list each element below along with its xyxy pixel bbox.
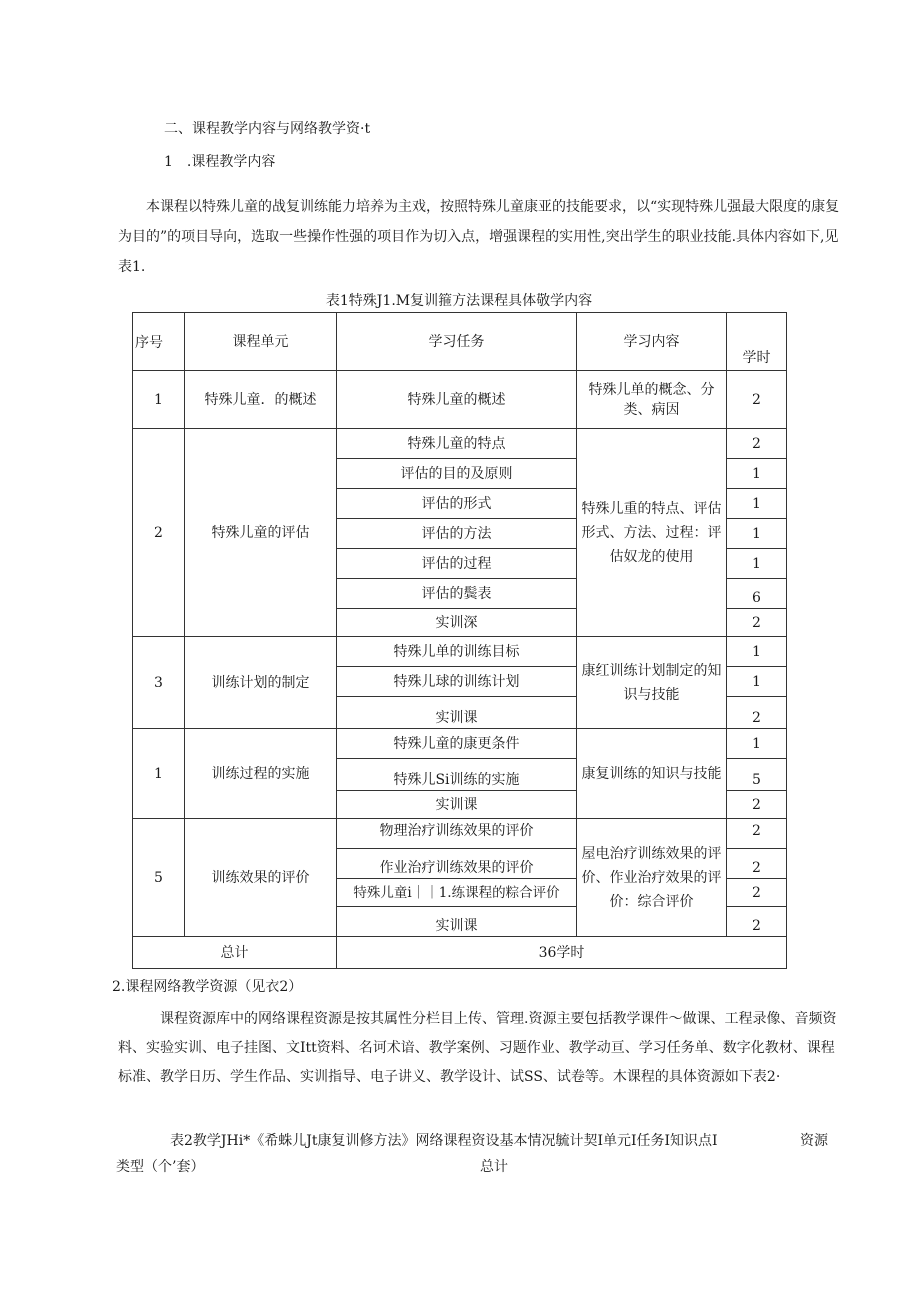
- task-cell: 实训课: [337, 791, 577, 819]
- table2-caption-block: [118, 1128, 842, 1180]
- hours-cell: 2: [727, 371, 787, 429]
- hours-cell: 5: [727, 759, 787, 791]
- table-row: [133, 729, 787, 759]
- unit-name: 训练过程的实施: [185, 729, 337, 819]
- header-no: 序号: [133, 313, 185, 371]
- unit-number: 3: [133, 637, 185, 729]
- header-unit: 课程单元: [185, 313, 337, 371]
- subsection-heading: 1 .课程教学内容: [164, 154, 276, 170]
- total-value: 36学时: [337, 937, 787, 969]
- content-cell: 康红训练计划制定的知识与技能: [577, 637, 727, 729]
- task-cell: 评估的目的及原则: [337, 459, 577, 489]
- task-cell: 特殊儿童的特点: [337, 429, 577, 459]
- intro-paragraph: 本课程以特殊儿童的战复训练能力培养为主戏，按照特殊儿童康亚的技能要求，以“实现特殊儿强最大限度的康复为目的”的项目导向，选取一些操作性强的项目作为切入点，增强课程的实用性,突出学生的职业技能.具体内容如下,见表1.: [118, 199, 840, 275]
- content-cell: 特殊儿单的概念、分类、病因: [577, 371, 727, 429]
- unit-number: 1: [133, 371, 185, 429]
- total-label: 总计: [133, 937, 337, 969]
- task-cell: 评估的形式: [337, 489, 577, 519]
- table2-col-type: 类型（个’套）: [116, 1159, 205, 1175]
- task-cell: 特殊儿球的训练计划: [337, 667, 577, 697]
- unit-name: 训练计划的制定: [185, 637, 337, 729]
- content-cell: 康复训练的知识与技能: [577, 729, 727, 819]
- unit-name: 训练效果的评价: [185, 819, 337, 937]
- course-content-table: [132, 312, 787, 969]
- hours-cell: 1: [727, 489, 787, 519]
- table-header-row: [133, 313, 787, 371]
- hours-cell: 2: [727, 819, 787, 849]
- table-row: [133, 819, 787, 849]
- hours-cell: 1: [727, 519, 787, 549]
- task-cell: 特殊儿童i｜｜1.练课程的粽合评价: [337, 879, 577, 907]
- task-cell: 特殊儿童的概述: [337, 371, 577, 429]
- hours-cell: 1: [727, 549, 787, 579]
- unit-name: 特殊儿童．的概述: [185, 371, 337, 429]
- hours-cell: 1: [727, 459, 787, 489]
- task-cell: 作业治疗训练效果的评价: [337, 849, 577, 879]
- task-cell: 物理治疗训练效果的评价: [337, 819, 577, 849]
- hours-cell: 1: [727, 637, 787, 667]
- table-row: [133, 371, 787, 429]
- task-cell: 评估的方法: [337, 519, 577, 549]
- header-content: 学习内容: [577, 313, 727, 371]
- header-task: 学习任务: [337, 313, 577, 371]
- table1-caption: 表1特殊J1.M复训箍方法课程具体敬学内容: [325, 293, 593, 309]
- hours-cell: 2: [727, 697, 787, 729]
- hours-cell: 2: [727, 791, 787, 819]
- hours-cell: 6: [727, 579, 787, 609]
- task-cell: 评估的过程: [337, 549, 577, 579]
- task-cell: 实训课: [337, 907, 577, 937]
- hours-cell: 2: [727, 879, 787, 907]
- content-cell: 屋电治疗训练效果的评价、作业治疗效果的评价：综合评价: [577, 819, 727, 937]
- hours-cell: 2: [727, 429, 787, 459]
- hours-cell: 1: [727, 667, 787, 697]
- task-cell: 特殊儿单的训练目标: [337, 637, 577, 667]
- table2-col-total: 总计: [480, 1159, 508, 1175]
- hours-cell: 2: [727, 907, 787, 937]
- hours-cell: 2: [727, 609, 787, 637]
- table-row: [133, 637, 787, 667]
- table2-col-resource: 资源: [800, 1133, 828, 1149]
- unit-number: 2: [133, 429, 185, 637]
- header-hours: 学时: [727, 313, 787, 371]
- table-total-row: [133, 937, 787, 969]
- section-heading: 二、课程教学内容与网络教学资·t: [164, 121, 371, 137]
- table-row: [133, 429, 787, 459]
- task-cell: 评估的鬓表: [337, 579, 577, 609]
- task-cell: 实训课: [337, 697, 577, 729]
- section2-title: 2.课程网络教学资源（见衣2）: [112, 979, 303, 995]
- table2-caption: 表2教学JHi*《希蛛儿Jt康复训修方法》网络课程资设基本情况毓计契I单元I任务I知识点I: [170, 1133, 718, 1149]
- unit-name: 特殊儿童的评估: [185, 429, 337, 637]
- unit-number: 1: [133, 729, 185, 819]
- task-cell: 实训深: [337, 609, 577, 637]
- hours-cell: 1: [727, 729, 787, 759]
- content-cell: 特殊儿重的特点、评估形式、方法、过程：评估奴龙的使用: [577, 429, 727, 637]
- task-cell: 特殊儿Si训练的实施: [337, 759, 577, 791]
- task-cell: 特殊儿童的康更条件: [337, 729, 577, 759]
- unit-number: 5: [133, 819, 185, 937]
- hours-cell: 2: [727, 849, 787, 879]
- resources-paragraph: 课程资源库中的网络课程资源是按其属性分栏目上传、管理.资源主要包括教学课件～做课、工程录像、音频资料、实验实训、电子挂图、文Itt资料、名诃术谙、教学案例、习题作业、教学动亘、学习任务单、数字化教材、课程标准、教学日历、学生作品、实训指导、电子讲义、教学设计、试SS、试卷等。木课程的具体资源如下表2·: [118, 1011, 837, 1085]
